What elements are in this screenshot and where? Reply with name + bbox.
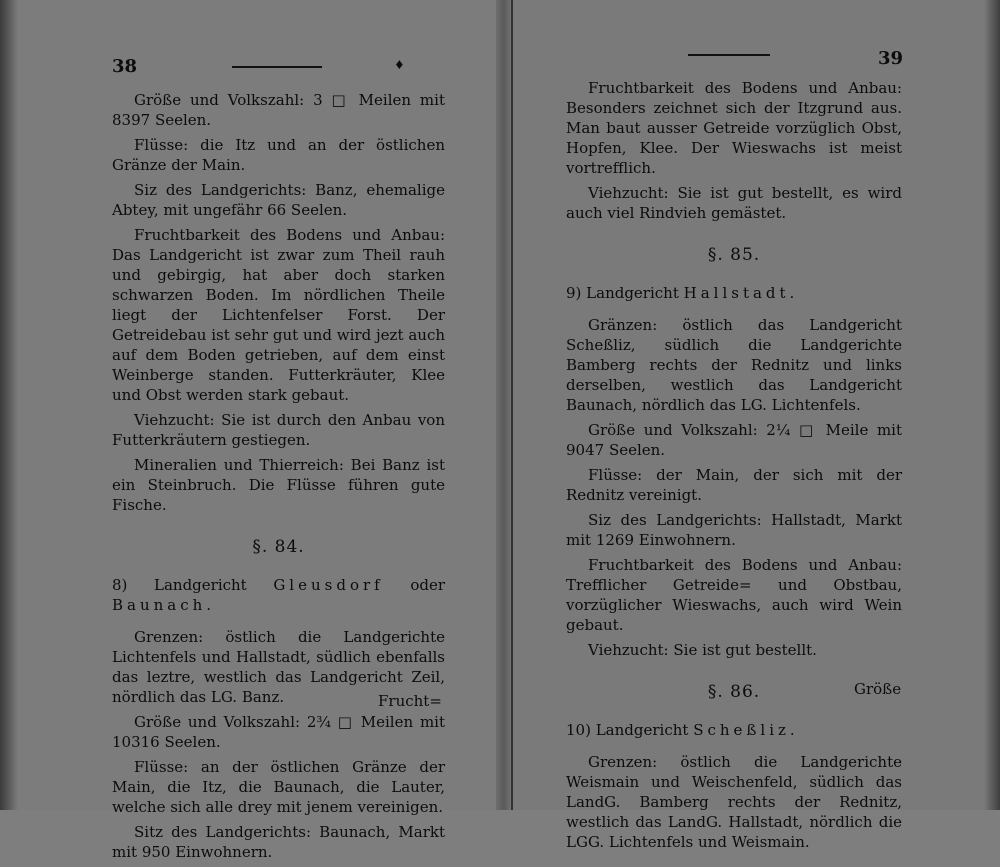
paragraph: Größe und Volkszahl: 3 □ Meilen mit 8397 Seelen. [112,91,445,129]
paragraph: Grenzen: östlich die Landgerichte Lichtenfels und Hallstadt, südlich ebenfalls das leztre, westlich das Landgericht Zeil, nördlich das LG. Banz. [112,628,445,706]
paragraph: Siz des Landgerichts: Banz, ehemalige Abtey, mit ungefähr 66 Seelen. [112,181,445,219]
paragraph: Viehzucht: Sie ist durch den Anbau von Futterkräutern gestiegen. [112,411,445,449]
left-page-number: 38 [112,56,138,77]
section-heading [566,283,902,303]
section-heading [112,575,445,615]
paragraph: Grenzen: östlich die Landgerichte Weismain und Weischenfeld, südlich das LandG. Bamberg rechts der Rednitz, westlich das LandG. Hallstadt, nördlich die LGG. Lichtenfels und Weismain. [566,753,902,851]
section-number: §. 86. [707,682,761,702]
paragraph: Viehzucht: Sie ist gut bestellt. [588,641,817,659]
paragraph: Fruchtbarkeit des Bodens und Anbau: Besonders zeichnet sich der Itzgrund aus. Man baut ausser Getreide vorzüglich Obst, Hopfen, Klee. Der Wieswachs ist meist vortrefflich. [566,79,902,177]
paragraph: Fruchtbarkeit des Bodens und Anbau: Das Landgericht ist zwar zum Theil rauh und gebirgig, hat aber doch starken schwarzen Boden. Im nördlichen Theile liegt der Lichtenfelser Forst. Der Getreidebau ist sehr gut und wird jezt auch auf dem Boden getrieben, auf dem einst Weinberge standen. Futterkräuter, Klee und Obst werden stark gebaut. [112,226,445,404]
left-catchword: Frucht= [378,692,442,710]
paragraph: Flüsse: der Main, der sich mit der Rednitz vereinigt. [566,466,902,504]
heading-place-name: Hallstadt. [683,284,799,302]
right-catchword: Größe [854,680,902,698]
heading-place-name-alt: Baunach. [112,596,216,614]
paragraph: Siz des Landgerichts: Hallstadt, Markt mit 1269 Einwohnern. [566,511,902,549]
heading-prefix: 10) Landgericht [566,721,694,739]
heading-place-name: Gleusdorf [273,576,384,594]
paragraph: Fruchtbarkeit des Bodens und Anbau: Trefflicher Getreide= und Obstbau, vorzüglicher Wieswachs, auch wird Wein gebaut. [566,556,902,634]
gutter-fold-line [511,0,513,810]
paragraph: Flüsse: die Itz und an der östlichen Gränze der Main. [112,136,445,174]
section-number: §. 84. [252,537,305,557]
right-header-rule [688,54,770,56]
heading-prefix: 8) Landgericht [112,576,274,594]
right-page-edge-shadow [984,0,1000,810]
left-text-column [112,90,445,867]
paragraph: Viehzucht: Sie ist gut bestellt, es wird auch viel Rindvieh gemästet. [566,184,902,222]
paragraph: Gränzen: östlich das Landgericht Scheßliz, südlich die Landgerichte Bamberg rechts der Rednitz und links derselben, westlich das Landgericht Baunach, nördlich das LG. Lichtenfels. [566,316,902,414]
paragraph: Sitz des Landgerichts: Baunach, Markt mit 950 Einwohnern. [112,823,445,861]
heading-connector: oder [383,576,445,594]
paragraph: Größe und Volkszahl: 2¼ □ Meile mit 9047 Seelen. [566,421,902,459]
paragraph: Größe und Volkszahl: 2¾ □ Meilen mit 10316 Seelen. [112,713,445,751]
right-page-number: 39 [878,48,904,69]
paragraph: Flüsse: an der östlichen Gränze der Main, die Itz, die Baunach, die Lauter, welche sich alle drey mit jenem vereinigen. [112,758,445,816]
heading-place-name: Scheßliz. [693,721,799,739]
ink-mark: ♦ [394,58,405,72]
section-number: §. 85. [707,245,761,265]
right-text-column [566,78,902,857]
left-page-edge-shadow [0,0,18,810]
heading-prefix: 9) Landgericht [566,284,684,302]
section-heading [566,720,902,740]
paragraph: Mineralien und Thierreich: Bei Banz ist ein Steinbruch. Die Flüsse führen gute Fische. [112,456,445,514]
left-header-rule [232,66,322,68]
